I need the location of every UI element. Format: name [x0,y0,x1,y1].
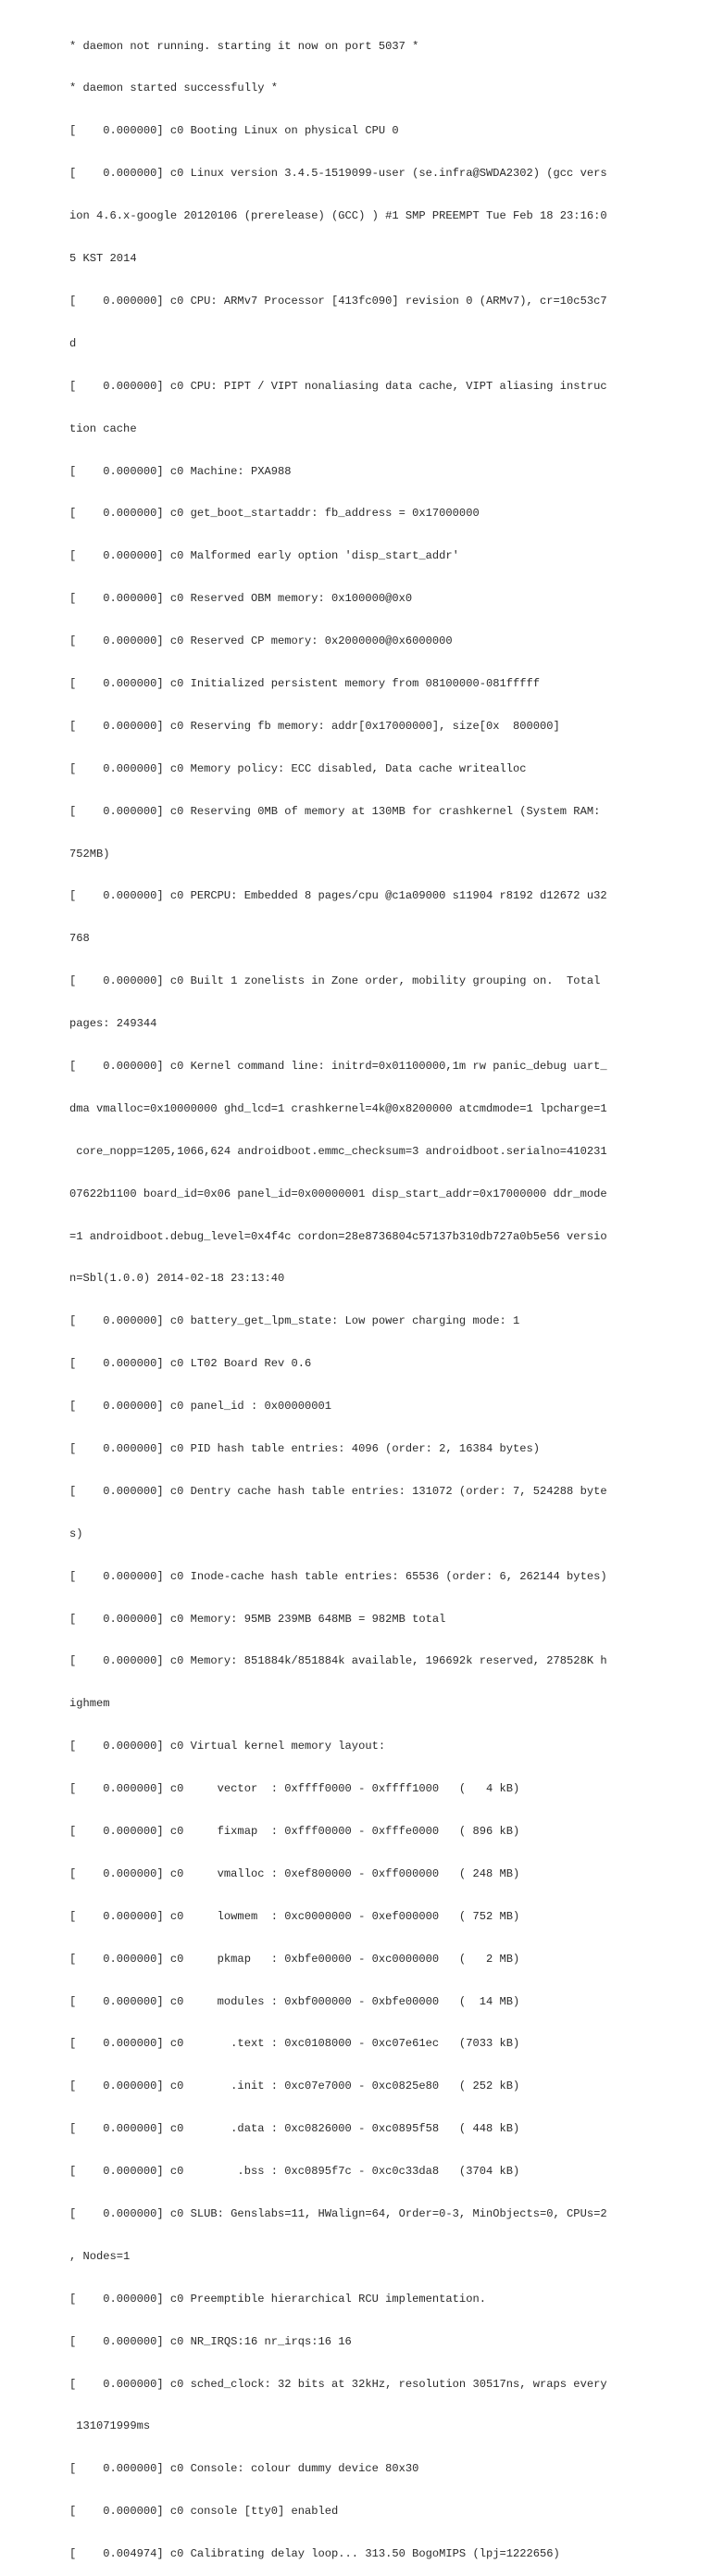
log-line: [ 0.000000] c0 get_boot_startaddr: fb_address = 0x17000000 [69,507,480,521]
log-line: d [69,336,77,350]
log-line: * daemon not running. starting it now on port 5037 * [69,39,419,53]
log-line: [ 0.000000] c0 vmalloc : 0xef800000 - 0xff000000 ( 248 MB) [69,1866,520,1880]
log-line: [ 0.000000] c0 Console: colour dummy device 80x30 [69,2462,419,2476]
log-line: tion cache [69,421,137,435]
log-line: [ 0.000000] c0 NR_IRQS:16 nr_irqs:16 16 [69,2334,352,2348]
log-line: [ 0.000000] c0 LT02 Board Rev 0.6 [69,1357,312,1371]
log-line: [ 0.000000] c0 Virtual kernel memory layout: [69,1740,386,1753]
log-line: [ 0.000000] c0 Inode-cache hash table entries: 65536 (order: 6, 262144 bytes) [69,1569,607,1583]
log-line: [ 0.000000] c0 PERCPU: Embedded 8 pages/cpu @c1a09000 s11904 r8192 d12672 u32 [69,889,607,903]
log-line: n=Sbl(1.0.0) 2014-02-18 23:13:40 [69,1272,285,1286]
log-line: [ 0.000000] c0 Reserved CP memory: 0x2000000@0x6000000 [69,635,453,648]
log-line: [ 0.000000] c0 Dentry cache hash table entries: 131072 (order: 7, 524288 byte [69,1484,607,1498]
log-line: 131071999ms [69,2419,151,2433]
log-line: [ 0.000000] c0 Reserving fb memory: addr[0x17000000], size[0x 800000] [69,719,560,733]
log-line: [ 0.000000] c0 Linux version 3.4.5-1519099-user (se.infra@SWDA2302) (gcc vers [69,167,607,181]
log-line: [ 0.000000] c0 .data : 0xc0826000 - 0xc0895f58 ( 448 kB) [69,2122,520,2136]
log-line: , Nodes=1 [69,2249,131,2263]
log-line: [ 0.000000] c0 Memory: 851884k/851884k available, 196692k reserved, 278528K h [69,1654,607,1668]
log-line: [ 0.000000] c0 .bss : 0xc0895f7c - 0xc0c33da8 (3704 kB) [69,2165,520,2179]
log-line: [ 0.000000] c0 fixmap : 0xfff00000 - 0xfffe0000 ( 896 kB) [69,1825,520,1838]
log-line: [ 0.000000] c0 Preemptible hierarchical RCU implementation. [69,2292,486,2306]
log-line: 768 [69,932,90,946]
log-line: =1 androidboot.debug_level=0x4f4c cordon=28e8736804c57137b310db727a0b5e56 versio [69,1229,607,1243]
log-line: [ 0.000000] c0 .text : 0xc0108000 - 0xc07e61ec (7033 kB) [69,2037,520,2051]
log-line: dma vmalloc=0x10000000 ghd_lcd=1 crashkernel=4k@0x8200000 atcmdmode=1 lpcharge=1 [69,1101,607,1115]
log-line: [ 0.000000] c0 panel_id : 0x00000001 [69,1400,332,1414]
log-line: [ 0.000000] c0 PID hash table entries: 4096 (order: 2, 16384 bytes) [69,1441,541,1455]
log-line: [ 0.000000] c0 Machine: PXA988 [69,464,292,478]
log-line: 5 KST 2014 [69,252,137,266]
log-line: ighmem [69,1697,110,1711]
log-line: [ 0.004974] c0 Calibrating delay loop... 313.50 BogoMIPS (lpj=1222656) [69,2547,560,2561]
log-line: [ 0.000000] c0 battery_get_lpm_state: Low power charging mode: 1 [69,1314,520,1328]
log-line: pages: 249344 [69,1017,157,1031]
log-line: [ 0.000000] c0 sched_clock: 32 bits at 32kHz, resolution 30517ns, wraps every [69,2377,607,2391]
log-line: [ 0.000000] c0 Reserved OBM memory: 0x100000@0x0 [69,592,413,606]
log-line: [ 0.000000] c0 vector : 0xffff0000 - 0xffff1000 ( 4 kB) [69,1782,520,1796]
log-line: [ 0.000000] c0 CPU: ARMv7 Processor [413fc090] revision 0 (ARMv7), cr=10c53c7 [69,294,607,308]
log-line: [ 0.000000] c0 modules : 0xbf000000 - 0xbfe00000 ( 14 MB) [69,1994,520,2008]
log-line: [ 0.000000] c0 pkmap : 0xbfe00000 - 0xc0000000 ( 2 MB) [69,1952,520,1966]
log-line: s) [69,1527,83,1540]
log-line: [ 0.000000] c0 Built 1 zonelists in Zone order, mobility grouping on. Total [69,974,601,988]
log-line: [ 0.000000] c0 Booting Linux on physical CPU 0 [69,124,399,138]
log-line: [ 0.000000] c0 Memory: 95MB 239MB 648MB = 982MB total [69,1612,446,1626]
log-line: [ 0.000000] c0 Memory policy: ECC disabled, Data cache writealloc [69,761,527,775]
log-line: [ 0.000000] c0 console [tty0] enabled [69,2505,339,2519]
kernel-log-text [69,11,625,2576]
log-line: [ 0.000000] c0 Initialized persistent memory from 08100000-081fffff [69,676,541,690]
log-line: ion 4.6.x-google 20120106 (prerelease) (GCC) ) #1 SMP PREEMPT Tue Feb 18 23:16:0 [69,209,607,223]
log-line: [ 0.000000] c0 Malformed early option 'disp_start_addr' [69,549,459,563]
log-line: 07622b1100 board_id=0x06 panel_id=0x00000001 disp_start_addr=0x17000000 ddr_mode [69,1187,607,1200]
log-line: [ 0.000000] c0 CPU: PIPT / VIPT nonaliasing data cache, VIPT aliasing instruc [69,379,607,393]
log-line: [ 0.000000] c0 Kernel command line: initrd=0x01100000,1m rw panic_debug uart_ [69,1059,607,1073]
log-line: 752MB) [69,847,110,861]
log-line: [ 0.000000] c0 Reserving 0MB of memory at 130MB for crashkernel (System RAM: [69,804,601,818]
log-line: * daemon started successfully * [69,82,278,95]
log-line: [ 0.000000] c0 lowmem : 0xc0000000 - 0xef000000 ( 752 MB) [69,1909,520,1923]
log-line: [ 0.000000] c0 .init : 0xc07e7000 - 0xc0825e80 ( 252 kB) [69,2080,520,2093]
log-line: [ 0.000000] c0 SLUB: Genslabs=11, HWalign=64, Order=0-3, MinObjects=0, CPUs=2 [69,2207,607,2221]
log-line: core_nopp=1205,1066,624 androidboot.emmc_checksum=3 androidboot.serialno=410231 [69,1144,607,1158]
